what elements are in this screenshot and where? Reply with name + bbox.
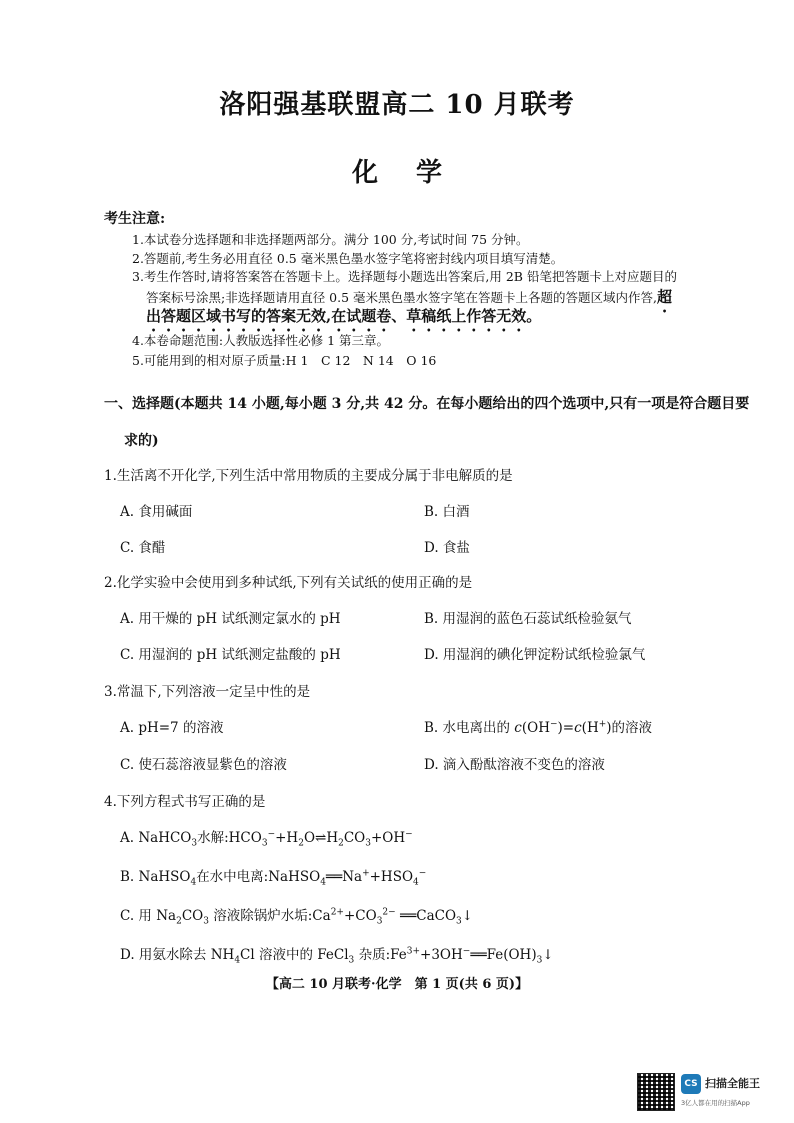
- q4-option-a: A. NaHCO$_3$水解$:HCO_3^-+H_2O\rightleftharpoons H_2CO_3+OH^-$: [120, 829, 413, 849]
- notice-item-3-text: 答案标号涂黑;非选择题请用直径 0.5 毫米黑色墨水签字笔在答题卡上各题的答题区域内作答,: [146, 290, 658, 305]
- q2-option-a: A. 用干燥的 pH 试纸测定氯水的 pH: [120, 611, 341, 627]
- notice-heading: 考生注意:: [104, 211, 166, 227]
- q3-stem: 3.常温下,下列溶液一定呈中性的是: [104, 684, 311, 700]
- q1-option-c: C. 食醋: [120, 540, 166, 556]
- q4-option-d: D. 用氨水除去 $NH_4Cl$ 溶液中的 FeCl$_3$ 杂质$:Fe^{3+}+3OH^-══Fe(OH)_3↓$: [120, 946, 554, 966]
- section-heading: 一、选择题(本题共 14 小题,每小题 3 分,共 42 分。在每小题给出的四个选项中,只有一项是符合题目要: [104, 396, 750, 412]
- notice-emphasis-start: 超: [657, 288, 673, 306]
- q3-option-d: D. 滴入酚酞溶液不变色的溶液: [424, 757, 605, 773]
- q3-option-a: A. pH=7 的溶液: [120, 720, 224, 736]
- camscanner-logo: CS: [681, 1074, 701, 1094]
- subject-title: 化学: [351, 158, 480, 188]
- camscanner-name: 扫描全能王: [705, 1077, 760, 1090]
- notice-item-1: 1.本试卷分选择题和非选择题两部分。满分 100 分,考试时间 75 分钟。: [132, 232, 529, 247]
- section-heading-cont: 求的): [124, 433, 159, 449]
- q4-stem: 4.下列方程式书写正确的是: [104, 794, 266, 810]
- qr-code-icon: [637, 1073, 675, 1111]
- q2-option-d: D. 用湿润的碘化钾淀粉试纸检验氯气: [424, 647, 646, 663]
- q1-stem: 1.生活离不开化学,下列生活中常用物质的主要成分属于非电解质的是: [104, 468, 513, 484]
- q4-option-c: C. 用 $Na_2CO_3$ 溶液除锅炉水垢$:Ca^{2+}+CO_3^{2-}$ ══CaCO$_3$↓: [120, 907, 474, 927]
- q1-option-b: B. 白酒: [424, 504, 470, 520]
- q4-option-b: B. NaHSO$_4$在水中电离$:NaHSO_4══Na^++HSO_4^-$: [120, 868, 427, 888]
- q1-option-a: A. 食用碱面: [120, 504, 193, 520]
- q1-option-d: D. 食盐: [424, 540, 470, 556]
- notice-item-4: 4.本卷命题范围:人教版选择性必修 1 第三章。: [132, 333, 390, 348]
- exam-title: 洛阳强基联盟高二 10 月联考: [219, 90, 575, 120]
- q3-option-b: B. 水电离出的 c(OH−)=c(H+)的溶液: [424, 719, 653, 736]
- page-footer: 【高二 10 月联考·化学 第 1 页(共 6 页)】: [265, 977, 529, 992]
- camscanner-tagline: 3亿人都在用的扫描App: [681, 1099, 750, 1107]
- notice-item-3: 3.考生作答时,请将答案答在答题卡上。选择题每小题选出答案后,用 2B 铅笔把答题卡上对应题目的: [132, 269, 677, 284]
- notice-emphasis: 出答题区域书写的答案无效,在试题卷、草稿纸上作答无效。: [146, 307, 542, 325]
- notice-item-2: 2.答题前,考生务必用直径 0.5 毫米黑色墨水签字笔将密封线内项目填写清楚。: [132, 251, 564, 266]
- q3-option-c: C. 使石蕊溶液显紫色的溶液: [120, 757, 287, 773]
- q2-option-b: B. 用湿润的蓝色石蕊试纸检验氨气: [424, 611, 632, 627]
- notice-item-5: 5.可能用到的相对原子质量:H 1 C 12 N 14 O 16: [132, 353, 437, 368]
- q2-stem: 2.化学实验中会使用到多种试纸,下列有关试纸的使用正确的是: [104, 575, 473, 591]
- q2-option-c: C. 用湿润的 pH 试纸测定盐酸的 pH: [120, 647, 341, 663]
